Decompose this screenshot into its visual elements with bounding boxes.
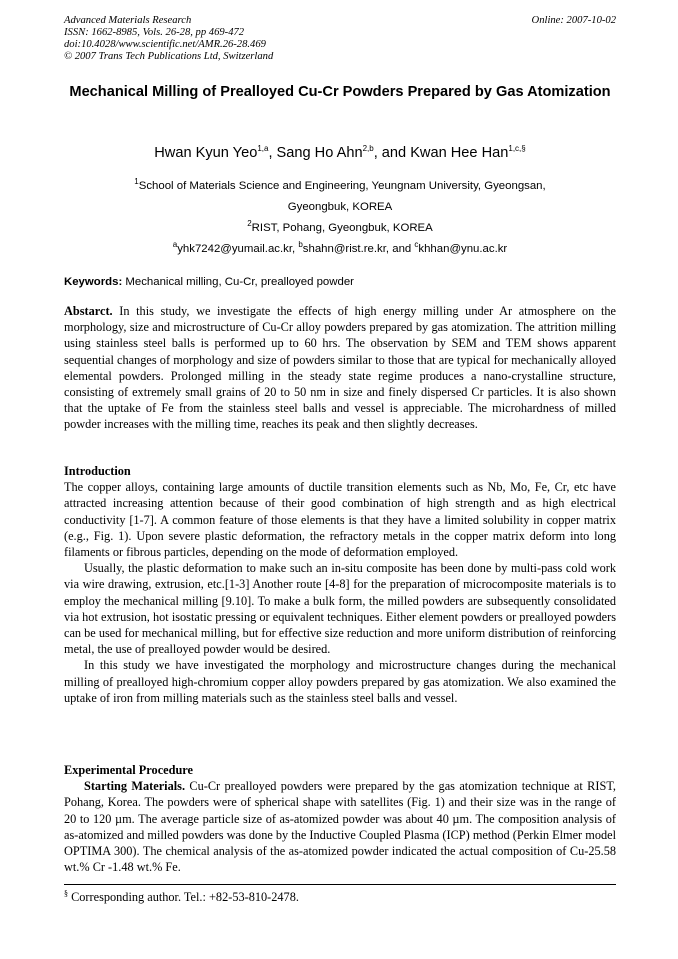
online-date: Online: 2007-10-02 — [531, 15, 616, 26]
abstract — [64, 303, 616, 433]
email-address[interactable]: shahn@rist.re.kr — [302, 243, 386, 255]
experimental-section — [64, 762, 616, 875]
keywords-label: Keywords: — [64, 276, 123, 288]
paper-title: Mechanical Milling of Prealloyed Cu-Cr Powders Prepared by Gas Atomization — [69, 84, 611, 100]
author-name: Sang Ho Ahn — [276, 145, 363, 161]
affiliation-1 — [64, 176, 616, 218]
email-mark: a — [172, 240, 178, 250]
footnote-divider — [64, 884, 616, 885]
affiliation-mark: 1 — [134, 177, 139, 187]
author-affil-mark: 2,b — [362, 144, 374, 154]
email-separator: , — [292, 243, 299, 255]
author-list — [64, 143, 616, 163]
author-affil-mark: 1,a — [257, 144, 269, 154]
email-separator: , and — [385, 243, 415, 255]
section-heading: Introduction — [64, 464, 131, 478]
journal-header — [64, 15, 616, 63]
paragraph: The copper alloys, containing large amounts of ductile transition elements such as Nb, Mo, Fe, Cr, etc have attracted increasing attention because of their good combination of high strength and as high electrical conductivity [1-7]. A common feature of those elements is that they have a limited solubility in copper matrix (e.g., Fig. 1). Upon severe plastic deformation, the refractory metals in the copper matrix deform into long filaments or fibrous particles, depending on the mode of deformation employed. — [64, 480, 616, 560]
keywords-text: Mechanical milling, Cu-Cr, prealloyed powder — [122, 276, 354, 288]
paragraph: Usually, the plastic deformation to make such an in-situ composite has been done by multi-pass cold work via wire drawing, extrusion, etc.[1-3] Another route [4-8] for the preparation of microcomposite materials is to employ the mechanical milling [9.10]. To make a bulk form, the milled powders are subsequently consolidated via hot extrusion, hot isostatic pressing or equivalent techniques. Either element powders or prealloyed powders can be used for mechanical milling, but for effective size reduction and more uniform distribution of reinforcing metal, the use of prealloyed powder would be desired. — [64, 561, 616, 657]
affiliation-mark: 2 — [247, 219, 252, 229]
author-emails — [64, 239, 616, 260]
email-address[interactable]: khhan@ynu.ac.kr — [418, 243, 508, 255]
subsection-label: Starting Materials. — [84, 779, 186, 794]
author-affil-mark: 1,c,§ — [508, 144, 526, 154]
journal-copyright: © 2007 Trans Tech Publications Ltd, Switzerland — [64, 51, 274, 62]
paragraph: In this study we have investigated the morphology and microstructure changes during the mechanical milling of prealloyed high-chromium copper alloy powders prepared by gas atomization. We also examined the uptake of iron from milling materials such as the stainless steel balls and vessel. — [64, 658, 616, 705]
author-name: Hwan Kyun Yeo — [154, 145, 258, 161]
journal-issn: ISSN: 1662-8985, Vols. 26-28, pp 469-472 — [64, 27, 245, 38]
paragraph: Cu-Cr prealloyed powders were prepared by the gas atomization technique at RIST, Pohang, Korea. The powders were of spherical shape with satellites (Fig. 1) and their size was in the range of 20 to 120 µm. The average particle size of as-atomized powder was about 40 µm. The composition analysis of as-atomized and milled powders was done by the Inductive Coupled Plasma (ICP) method (Perkin Elmer model OPTIMA 300). The chemical analysis of the as-atomized powder indicated the actual composition of Cu-25.58 wt.% Cr -1.48 wt.% Fe. — [64, 779, 616, 875]
journal-name: Advanced Materials Research — [64, 15, 192, 26]
email-mark: b — [298, 240, 303, 250]
email-mark: c — [414, 240, 419, 250]
affiliation-text: School of Materials Science and Engineering, Yeungnam University, Gyeongsan, — [138, 180, 546, 192]
introduction-section — [64, 463, 616, 706]
abstract-label: Abstarct. — [64, 304, 113, 318]
journal-doi: doi:10.4028/www.scientific.net/AMR.26-28.469 — [64, 39, 266, 50]
author-separator: , — [268, 145, 277, 161]
author-separator: , and — [373, 145, 411, 161]
abstract-text: In this study, we investigate the effects of high energy milling under Ar atmosphere on the morphology, size and microstructure of Cu-Cr alloy powders prepared by gas atomization. The attrition milling using stainless steel balls is performed up to 60 hrs. The observation by SEM and TEM shows apparent sequential changes of morphology and size of powders similar to those that are typical for mechanically alloyed elemental powders. Prolonged milling in the steady state regime produces a nano-crystalline structure, consisting of extremely small grains of 20 to 50 nm in size and finely dispersed Cr particles. It is also shown that the uptake of Fe from the stainless steel balls and vessel is appreciable. The microhardness of milled powder increases with the milling time, reaches its peak and then slightly decreases. — [64, 304, 616, 432]
email-address[interactable]: yhk7242@yumail.ac.kr — [177, 243, 292, 255]
footnote — [64, 886, 616, 905]
affiliation-text: RIST, Pohang, Gyeongbuk, KOREA — [251, 222, 433, 234]
section-heading: Experimental Procedure — [64, 763, 193, 777]
footnote-text: Corresponding author. Tel.: +82-53-810-2478. — [68, 890, 299, 905]
affiliation-text: Gyeongbuk, KOREA — [287, 201, 393, 213]
author-name: Kwan Hee Han — [410, 145, 509, 161]
keywords — [64, 274, 616, 290]
affiliation-2 — [64, 218, 616, 239]
footnote-mark: § — [64, 889, 68, 898]
